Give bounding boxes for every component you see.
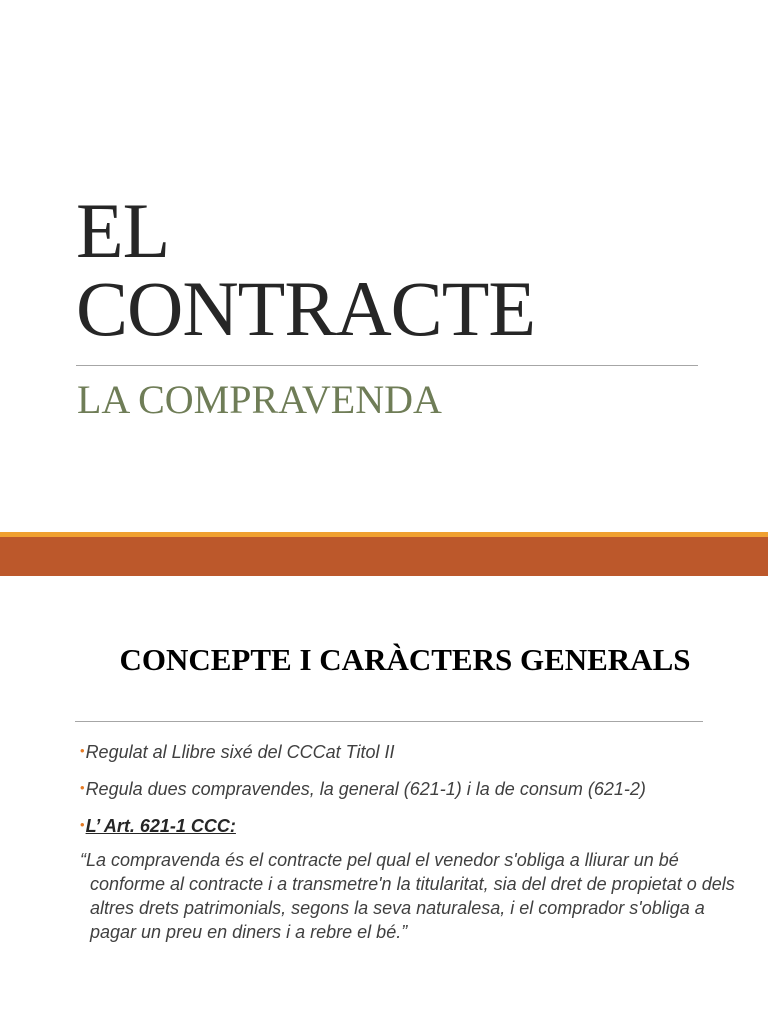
heading-divider [75, 721, 703, 722]
slide-title-line2: CONTRACTE [76, 265, 535, 352]
list-item [80, 814, 646, 840]
article-reference: L’ Art. 621-1 CCC: [85, 816, 236, 836]
bullet-text: Regula dues compravendes, la general (621-1) i la de consum (621-2) [85, 779, 646, 799]
list-item [80, 777, 646, 803]
bullet-icon: • [80, 817, 85, 832]
slide-title-line1: EL [76, 187, 170, 274]
title-divider [76, 365, 698, 366]
section-heading: CONCEPTE I CARÀCTERS GENERALS [119, 642, 691, 677]
slide-title [76, 187, 535, 352]
bullet-icon: • [80, 743, 85, 758]
list-item [80, 740, 646, 766]
bullet-icon: • [80, 780, 85, 795]
bullet-text: Regulat al Llibre sixé del CCCat Titol II [85, 742, 395, 762]
content-slide [0, 576, 768, 1024]
slide-subtitle: LA COMPRAVENDA [77, 377, 442, 422]
article-quote: “La compravenda és el contracte pel qual el venedor s'obliga a lliurar un bé conforme al contracte i a transmetre'n la titularitat, sia del dret de propietat o dels altres drets patrimonials, segons la seva naturalesa, i el comprador s'obliga a pagar un preu en diners i a rebre el bé.” [80, 850, 735, 942]
bullet-list [80, 740, 646, 851]
accent-band [0, 537, 768, 576]
